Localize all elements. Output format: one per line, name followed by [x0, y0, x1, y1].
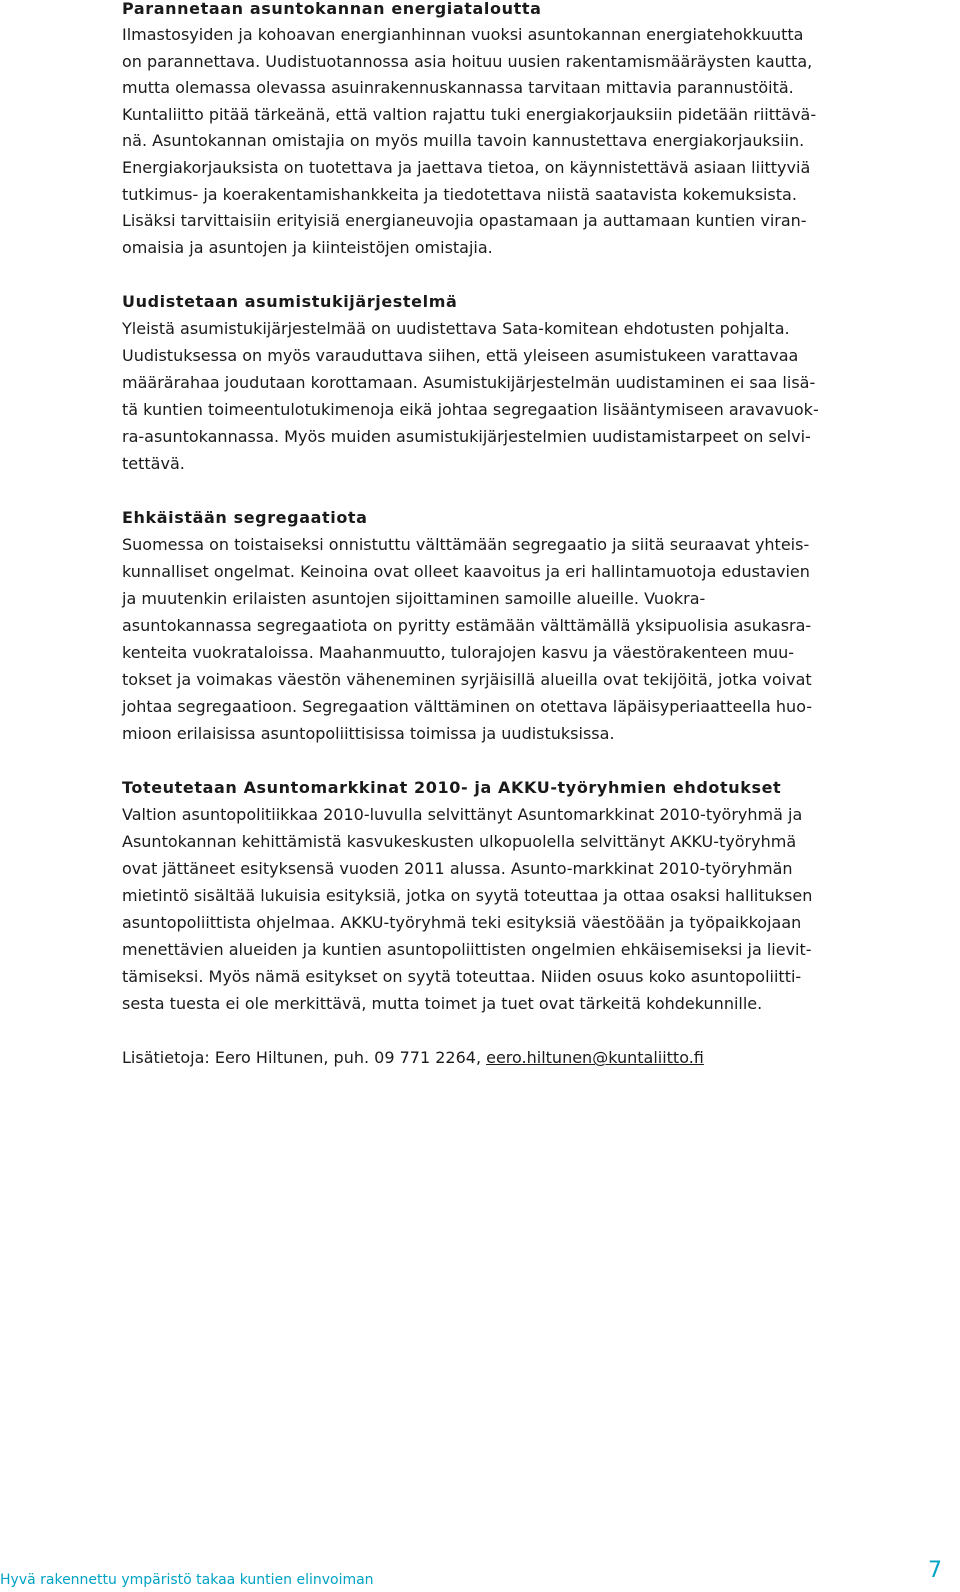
paragraph-line: omaisia ja asuntojen ja kiinteistöjen omistajia.	[122, 237, 493, 257]
footer-title: Hyvä rakennettu ympäristö takaa kuntien elinvoiman	[0, 1572, 374, 1588]
paragraph-line: kenteita vuokrataloissa. Maahanmuutto, tulorajojen kasvu ja väestörakenteen muu-	[122, 643, 795, 663]
paragraph-line: tämiseksi. Myös nämä esitykset on syytä toteuttaa. Niiden osuus koko asuntopoliitti-	[122, 967, 802, 987]
section-energy	[122, 0, 930, 261]
paragraph-line: johtaa segregaatioon. Segregaation välttäminen on otettava läpäisyperiaatteella huo-	[122, 697, 813, 717]
paragraph-line: Lisäksi tarvittaisiin erityisiä energianeuvojia opastamaan ja auttamaan kuntien viran-	[122, 211, 807, 231]
paragraph-line: mutta olemassa olevassa asuinrakennuskannassa tarvitaan mittavia parannustöitä.	[122, 78, 794, 98]
section-heading: Ehkäistään segregaatiota	[122, 508, 368, 528]
contact-info	[122, 1044, 930, 1071]
paragraph-line: ja muutenkin erilaisten asuntojen sijoittaminen samoille alueille. Vuokra-	[122, 589, 706, 609]
paragraph-line: Asuntokannan kehittämistä kasvukeskusten ulkopuolella selvittänyt AKKU-työryhmä	[122, 832, 797, 852]
contact-email-link[interactable]: eero.hiltunen@kuntaliitto.fi	[486, 1048, 704, 1068]
page-number: 7	[928, 1558, 942, 1583]
paragraph-line: määrärahaa joudutaan korottamaan. Asumistukijärjestelmän uudistaminen ei saa lisä-	[122, 373, 816, 393]
paragraph-line: Ilmastosyiden ja kohoavan energianhinnan vuoksi asuntokannan energiatehokkuutta	[122, 25, 804, 44]
contact-prefix: Lisätietoja: Eero Hiltunen, puh. 09 771 2264,	[122, 1048, 487, 1068]
paragraph-line: tutkimus- ja koerakentamishankkeita ja tiedotettava niistä saatavista kokemuksista.	[122, 184, 797, 204]
section-heading: Uudistetaan asumistukijärjestelmä	[122, 292, 458, 312]
paragraph-line: Suomessa on toistaiseksi onnistuttu välttämään segregaatio ja siitä seuraavat yhteis-	[122, 535, 810, 555]
paragraph-line: Uudistuksessa on myös varauduttava siihen, että yleiseen asumistukeen varattavaa	[122, 346, 799, 366]
paragraph-line: ovat jättäneet esityksensä vuoden 2011 alussa. Asunto-markkinat 2010-työryhmän	[122, 859, 793, 879]
section-working-groups	[122, 775, 930, 1017]
document-page	[122, 0, 930, 1071]
page-footer	[0, 1558, 960, 1592]
paragraph-line: tokset ja voimakas väestön väheneminen syrjäisillä alueilla ovat tekijöitä, jotka voivat	[122, 670, 812, 690]
paragraph-line: Energiakorjauksista on tuotettava ja jaettava tietoa, on käynnistettävä asiaan liittyviä	[122, 157, 811, 177]
section-segregation	[122, 505, 930, 747]
paragraph-line: tettävä.	[122, 454, 185, 474]
paragraph-line: nä. Asuntokannan omistajia on myös muilla tavoin kannustettava energiakorjauksiin.	[122, 131, 805, 151]
paragraph-line: Yleistä asumistukijärjestelmää on uudistettava Sata-komitean ehdotusten pohjalta.	[122, 319, 790, 339]
paragraph-line: menettävien alueiden ja kuntien asuntopoliittisten ongelmien ehkäisemiseksi ja lievit-	[122, 940, 812, 960]
paragraph-line: Kuntaliitto pitää tärkeänä, että valtion rajattu tuki energiakorjauksiin pidetään riittävä-	[122, 104, 817, 124]
paragraph-line: kunnalliset ongelmat. Keinoina ovat olleet kaavoitus ja eri hallintamuotoja edustavien	[122, 562, 810, 582]
paragraph-line: Valtion asuntopolitiikkaa 2010-luvulla selvittänyt Asuntomarkkinat 2010-työryhmä ja	[122, 805, 803, 825]
section-heading: Toteutetaan Asuntomarkkinat 2010- ja AKKU-työryhmien ehdotukset	[122, 778, 782, 798]
paragraph-line: mioon erilaisissa asuntopoliittisissa toimissa ja uudistuksissa.	[122, 724, 615, 744]
paragraph-line: on parannettava. Uudistuotannossa asia hoituu uusien rakentamismääräysten kautta,	[122, 51, 813, 71]
section-heading: Parannetaan asuntokannan energiataloutta	[122, 0, 542, 18]
paragraph-line: asuntokannassa segregaatiota on pyritty estämään välttämällä yksipuolisia asukasra-	[122, 616, 812, 636]
paragraph-line: asuntopoliittista ohjelmaa. AKKU-työryhmä teki esityksiä väestöään ja työpaikkojaan	[122, 913, 802, 933]
section-housing-allowance	[122, 289, 930, 477]
paragraph-line: sesta tuesta ei ole merkittävä, mutta toimet ja tuet ovat tärkeitä kohdekunnille.	[122, 994, 763, 1014]
paragraph-line: tä kuntien toimeentulotukimenoja eikä johtaa segregaation lisääntymiseen aravavuok-	[122, 400, 819, 420]
paragraph-line: ra-asuntokannassa. Myös muiden asumistukijärjestelmien uudistamistarpeet on selvi-	[122, 427, 811, 447]
paragraph-line: mietintö sisältää lukuisia esityksiä, jotka on syytä toteuttaa ja ottaa osaksi hallituksen	[122, 886, 813, 906]
